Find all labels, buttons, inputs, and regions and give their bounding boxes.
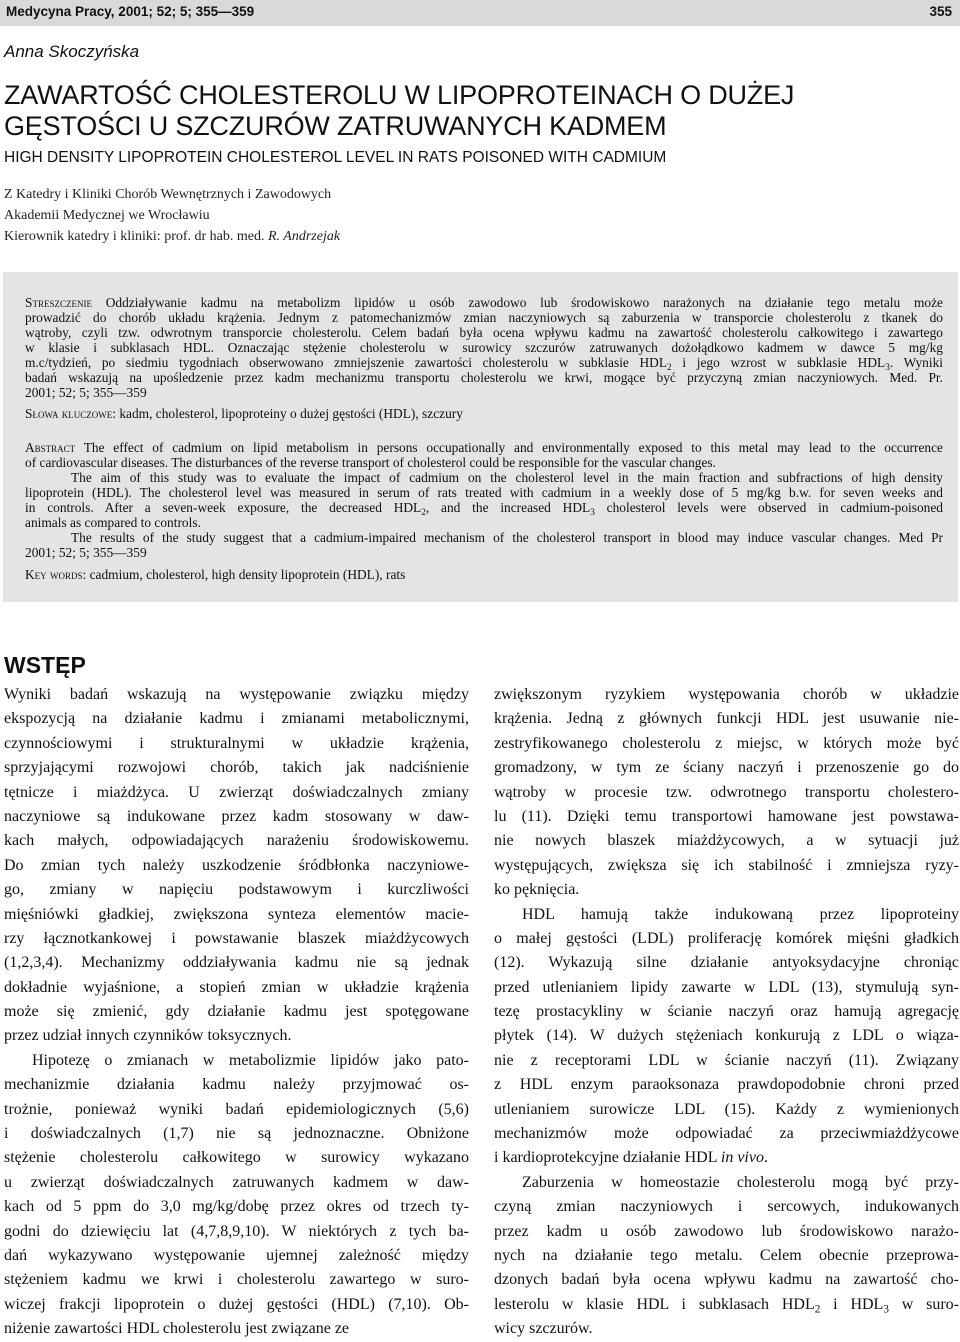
body-line: Do zmian tych należy uszkodzenie śródbłonka naczyniowe- — [4, 856, 469, 874]
title-line: ZAWARTOŚĆ CHOLESTEROLU W LIPOPROTEINACH O DUŻEJ — [4, 80, 795, 110]
streszczenie-line — [25, 355, 943, 373]
author-name: Anna Skoczyńska — [4, 42, 140, 61]
body-line: nie nowych blaszek miażdżycowych, a w sytuacji już — [494, 832, 959, 850]
body-line: dzonych badań była ocena wpływu kadmu na zawartość cho- — [494, 1271, 959, 1289]
body-line: przez kadm u osób zawodowo lub środowiskowo narażo- — [494, 1222, 959, 1240]
key-words-label: Key words: — [25, 567, 87, 582]
body-line: tętnicze i miażdżyca. U zwierząt doświadczalnych zmiany — [4, 783, 469, 801]
text-run: . — [763, 1149, 768, 1167]
text-run: , and the increased HDL — [425, 500, 591, 515]
body-line: zestryfikowanego cholesterolu z miejsc, w których może być — [494, 734, 959, 752]
body-line: mięśniówki gładkiej, zwiększona synteza elementów macie- — [4, 905, 469, 923]
text-run: w suro- — [888, 1295, 960, 1313]
abstract-line: 2001; 52; 5; 355—359 — [25, 545, 147, 560]
body-line: niżenie zawartości HDL cholesterolu jest związane ze — [4, 1320, 350, 1338]
streszczenie-line: badań wskazują na upośledzenie przez kadm mechanizmu transportu cholesterolu we krwi, mogące być przyczyną zmian naczyniowych. Med. Pr. — [25, 370, 943, 385]
body-line: Wyniki badań wskazują na występowanie związku między — [4, 686, 469, 703]
subscript: 2 — [667, 362, 672, 373]
abstract-line: of cardiovascular diseases. The disturbances of the reverse transport of cholesterol could be responsible for the vascular changes. — [25, 455, 716, 470]
streszczenie-line: w klasie i subklasach HDL. Oznaczając stężenie cholesterolu w surowicy szczurów zatruwanych dożołądkowo kadmem w dawce 5 mg/kg — [25, 340, 943, 355]
body-line: u zwierząt doświadczalnych zatruwanych kadmem w daw- — [4, 1173, 469, 1191]
body-line: płytek (14). W dużych stężeniach konkurują z LDL o wiąza- — [494, 1027, 959, 1045]
body-line: rzy łącznotkankowej i powstawanie blaszek miażdżycowych — [4, 929, 469, 947]
body-line: naczyniowe są indukowane przez kadm stosowany w daw- — [4, 807, 469, 825]
body-line: stężenie cholesterolu całkowitego w surowicy wykazano — [4, 1149, 469, 1167]
text-run: i HDL — [820, 1295, 884, 1313]
article-title-pl — [4, 80, 794, 142]
body-line: HDL hamują także indukowaną przez lipoproteiny — [522, 905, 959, 923]
body-line: dań wykazywano występowanie ujemnej zależność między — [4, 1246, 469, 1264]
body-line: gromadzony, w tym ze ściany naczyń i przenoszenie go do — [494, 759, 959, 777]
affiliation — [4, 184, 340, 247]
left-column — [4, 683, 469, 1342]
body-line: wiczej frakcji lipoprotein o dużej gęstości (HDL) (7,10). Ob- — [4, 1295, 469, 1313]
streszczenie-line: wątroby, czyli tzw. odwrotnym transporcie cholesterolu. Celem badań była ocena wpływu kadmu na zawartość cholesterolu całkowitego i zawartego — [25, 325, 943, 340]
body-line: Hipotezę o zmianach w metabolizmie lipidów jako pato- — [32, 1051, 469, 1069]
abstract-text: The effect of cadmium on lipid metabolism in persons occupationally and environmentally exposed to this metal may lead to the occurrence — [83, 440, 944, 455]
body-line: o małej gęstości (LDL) proliferację komórek mięśni gładkich — [494, 929, 959, 947]
abstract-line: The results of the study suggest that a cadmium-impaired mechanism of the cholesterol transport in blood may induce vascular changes. Med Pr — [71, 530, 943, 545]
streszczenie-line: prowadzić do chorób układu krążenia. Jednym z patomechanizmów zmian naczyniowych są zaburzenia w transporcie cholesterolu z tkanek do — [25, 310, 943, 325]
body-line: czynnościowymi i strukturalnymi w układzie krążenia, — [4, 734, 469, 752]
affiliation-line: Z Katedry i Kliniki Chorób Wewnętrznych i Zawodowych — [4, 187, 332, 202]
body-line: stężeniem kadmu we krwi i cholesterolu zawartego w suro- — [4, 1271, 469, 1289]
streszczenie-text: Oddziaływanie kadmu na metabolizm lipidów u osób zawodowo lub środowiskowo narażonych na działanie tego metalu może — [105, 295, 943, 310]
body-line: kach od 5 ppm do 3,0 mg/kg/dobę przez okres od trzech ty- — [4, 1198, 469, 1216]
body-line: dokładnie wyjaśnione, a stopień zmian w układzie krążenia — [4, 978, 469, 996]
section-heading: WSTĘP — [4, 652, 86, 678]
slowa-kluczowe-text: kadm, cholesterol, lipoproteiny o dużej gęstości (HDL), szczury — [116, 406, 463, 421]
body-line: (1,2,3,4). Mechanizmy oddziaływania kadmu nie są jednak — [4, 954, 469, 972]
body-line: przez udział innych czynników toksycznych. — [4, 1027, 292, 1045]
body-line: wątroby w procesie tzw. odwrotnego transportu cholestero- — [494, 783, 959, 801]
text-run: i kardioprotekcyjne działanie HDL — [494, 1149, 721, 1167]
abstract-line — [25, 440, 943, 455]
text-run: lesterolu w klasie HDL i subklasach HDL — [494, 1295, 815, 1313]
text-run: m.c/tydzień, po siedmiu tygodniach obserwowano zmniejszenie zawartości cholesterolu w subklasie HDL — [25, 355, 668, 370]
streszczenie-label: Streszczenie — [25, 295, 92, 310]
text-run: in controls. After a seven-week exposure, the decreased HDL — [25, 500, 422, 515]
body-line: krążenia. Jedną z głównych funkcji HDL jest usuwanie nie- — [494, 710, 959, 728]
right-column — [494, 683, 959, 1342]
body-line: lu (11). Dzięki temu transportowi hamowane jest powstawa- — [494, 807, 959, 825]
slowa-kluczowe — [25, 406, 943, 421]
abstract-line: lipoprotein (HDL). The cholesterol level was measured in serum of rats treated with cadmium in a weekly dose of 5 mg/kg b.w. for seven weeks and — [25, 485, 943, 500]
key-words — [25, 567, 943, 582]
body-line: trożnie, ponieważ wyniki badań epidemiologicznych (5,6) — [4, 1100, 469, 1118]
text-run: i jego wzrost w subklasie HDL — [671, 355, 886, 370]
body-line: mechanizmów może odpowiadać za przeciwmiażdżycowe — [494, 1125, 959, 1143]
body-line: go, zmiany w napięciu podstawowym i kurczliwości — [4, 881, 469, 899]
affiliation-line — [4, 226, 340, 247]
body-line: i doświadczalnych (1,7) nie są jednoznaczne. Obniżone — [4, 1125, 469, 1143]
body-line: tezę prostacykliny w ścianie naczyń oraz hamują agregację — [494, 1003, 959, 1021]
head-label: Kierownik katedry i kliniki: prof. dr hab. med. — [4, 229, 268, 244]
title-line: GĘSTOŚCI U SZCZURÓW ZATRUWANYCH KADMEM — [4, 111, 667, 141]
body-line: czyną zmian naczyniowych i sercowych, indukowanych — [494, 1198, 959, 1216]
subscript: 2 — [421, 507, 426, 518]
text-run: cholesterol levels were observed in cadmium-poisoned — [594, 500, 943, 515]
body-line: mechanizmie działania kadmu należy przyjmować os- — [4, 1076, 469, 1094]
abstract-label: Abstract — [25, 440, 76, 455]
head-name: R. Andrzejak — [268, 229, 341, 244]
body-line: utlenianiem surowicze LDL (15). Każdy z wymienionych — [494, 1100, 959, 1118]
body-line: godni do dziewięciu lat (4,7,8,9,10). W niektórych z tych ba- — [4, 1222, 469, 1240]
page-number: 355 — [929, 4, 952, 19]
body-line — [494, 1146, 959, 1170]
body-line: nie z receptorami LDL w ścianie naczyń (11). Związany — [494, 1051, 959, 1069]
slowa-kluczowe-label: Słowa kluczowe: — [25, 406, 116, 421]
key-words-text: cadmium, cholesterol, high density lipoprotein (HDL), rats — [86, 567, 406, 582]
body-line: przed utlenianiem lipidy zawarte w LDL (13), stymulują syn- — [494, 978, 959, 996]
text-run: . Wyniki — [889, 355, 943, 370]
body-line: z HDL enzym paraoksonaza prawdopodobnie chroni przed — [494, 1076, 959, 1094]
streszczenie-line: 2001; 52; 5; 355—359 — [25, 385, 147, 400]
body-line: wicy szczurów. — [494, 1320, 593, 1338]
subscript: 3 — [883, 1303, 889, 1316]
body-line: Zaburzenia w homeostazie cholesterolu mogą być przy- — [522, 1173, 959, 1191]
article-title-en: HIGH DENSITY LIPOPROTEIN CHOLESTEROL LEVEL IN RATS POISONED WITH CADMIUM — [4, 149, 667, 166]
body-line: nych na działanie tego metalu. Celem obecnie przeprowa- — [494, 1246, 959, 1264]
body-line: ekspozycją na działanie kadmu i zmianami metabolicznymi, — [4, 710, 469, 728]
abstract-line — [25, 500, 943, 518]
body-line: (12). Wykazują silne działanie antyoksydacyjne chroniąc — [494, 954, 959, 972]
journal-header-bar — [0, 0, 960, 26]
body-line: może się zmienić, gdy działanie kadmu jest spotęgowane — [4, 1003, 469, 1021]
body-line: sprzyjającymi rozwojowi chorób, takich jak nadciśnienie — [4, 759, 469, 777]
abstract-line: animals as compared to controls. — [25, 515, 201, 530]
abstract-line: The aim of this study was to evaluate the impact of cadmium on the cholesterol level in the main fraction and subfractions of high density — [71, 470, 943, 485]
journal-citation: Medycyna Pracy, 2001; 52; 5; 355—359 — [6, 4, 255, 19]
affiliation-line: Akademii Medycznej we Wrocławiu — [4, 208, 210, 223]
subscript: 3 — [885, 362, 890, 373]
body-line: kach małych, odpowiadających narażeniu środowiskowemu. — [4, 832, 469, 850]
italic-term: in vivo — [720, 1149, 764, 1167]
body-line — [494, 1293, 959, 1317]
body-line: ko pęknięcia. — [494, 881, 580, 899]
body-line: zwiększonym ryzykiem występowania chorób w układzie — [494, 686, 959, 703]
abstract-box — [3, 272, 958, 602]
subscript: 3 — [590, 507, 595, 518]
streszczenie-line — [25, 295, 943, 310]
body-line: występujących, zwiększa się ich stabilność i zmniejsza ryzy- — [494, 856, 959, 874]
subscript: 2 — [814, 1303, 821, 1316]
